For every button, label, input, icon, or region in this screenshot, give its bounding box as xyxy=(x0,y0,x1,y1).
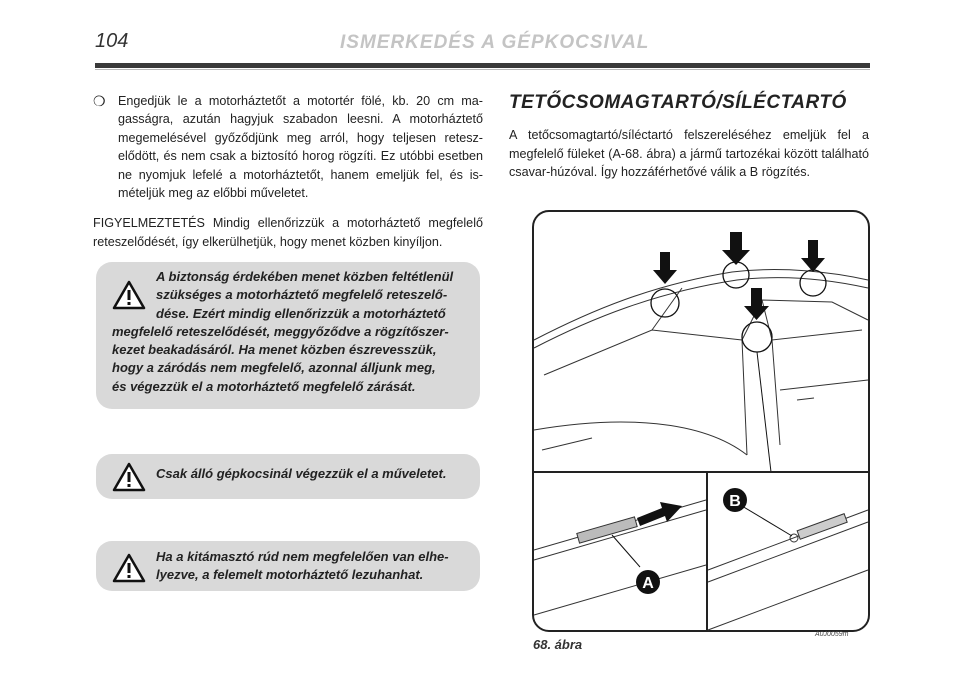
label-b: B xyxy=(729,493,741,510)
figure-code: A0J0059m xyxy=(815,631,849,638)
header-rule xyxy=(95,63,870,68)
bullet-text: Engedjük le a motorháztetőt a motortér fölé, kb. 20 cm ma-gasságra, azután hagyjuk szabadon leesni. A motorháztető megemelésével győződjünk meg arról, hogy teljesen retesz-elődött, és nem csak a biztosító horog rögzíti. Ez utóbbi esetben ne nyomjuk lefelé a motorháztetőt, hanem emeljük fel, és is-mételjük meg az előbbi műveletet. xyxy=(118,94,483,201)
warning-triangle-icon xyxy=(112,553,146,583)
right-column xyxy=(509,92,869,182)
left-column xyxy=(93,92,483,252)
warning1-line: kezet beakadásáról. Ha menet közben észrevesszük, xyxy=(112,342,437,358)
section-title: TETŐCSOMAGTARTÓ/SÍLÉCTARTÓ xyxy=(509,92,847,113)
warning-box-safety xyxy=(96,262,480,409)
header-rule-thin xyxy=(95,69,870,70)
warning2-text: Csak álló gépkocsinál végezzük el a műveletet. xyxy=(156,466,447,481)
section-text: A tetőcsomagtartó/síléctartó felszereléséhez emeljük fel a megfelelő füleket (A-68. ábra) a jármű tartozékai között található csavar-húzóval. Így hozzáférhetővé válik a B rögzítés. xyxy=(509,128,869,180)
warning-box-stationary xyxy=(96,454,480,499)
warning1-line: szükséges a motorháztető megfelelő reteszelő- xyxy=(156,287,448,303)
warning1-line: hogy a záródás nem megfelelő, azonnal álljunk meg, xyxy=(112,360,436,376)
warning1-line: dése. Ezért mindig ellenőrizzük a motorháztető xyxy=(156,305,446,321)
warning-triangle-icon xyxy=(112,462,146,492)
label-a: A xyxy=(642,575,654,592)
page-number: 104 xyxy=(95,30,129,52)
warning-triangle-icon xyxy=(112,280,146,310)
warning3-line: lyezve, a felemelt motorháztető lezuhanhat. xyxy=(156,567,424,583)
warning1-line: és végezzük el a motorháztető megfelelő zárását. xyxy=(112,378,416,394)
bullet-item xyxy=(93,92,483,202)
warning3-line: Ha a kitámasztó rúd nem megfelelően van elhe- xyxy=(156,549,449,564)
chapter-title: ISMERKEDÉS A GÉPKOCSIVAL xyxy=(340,32,650,53)
figure-caption: 68. ábra xyxy=(533,637,583,652)
roof-rack-illustration xyxy=(532,210,870,632)
warning-paragraph: FIGYELMEZTETÉS Mindig ellenőrizzük a motorháztető megfelelő reteszelődését, így elkerülhetjük, hogy menet közben kinyíljon. xyxy=(93,216,483,250)
bullet-circle-icon: ❍ xyxy=(93,93,106,109)
warning1-line: A biztonság érdekében menet közben feltétlenül xyxy=(156,269,454,284)
warning1-line: megfelelő reteszelődését, meggyőződve a rögzítőszer- xyxy=(112,323,449,339)
warning-box-support-rod xyxy=(96,541,480,591)
